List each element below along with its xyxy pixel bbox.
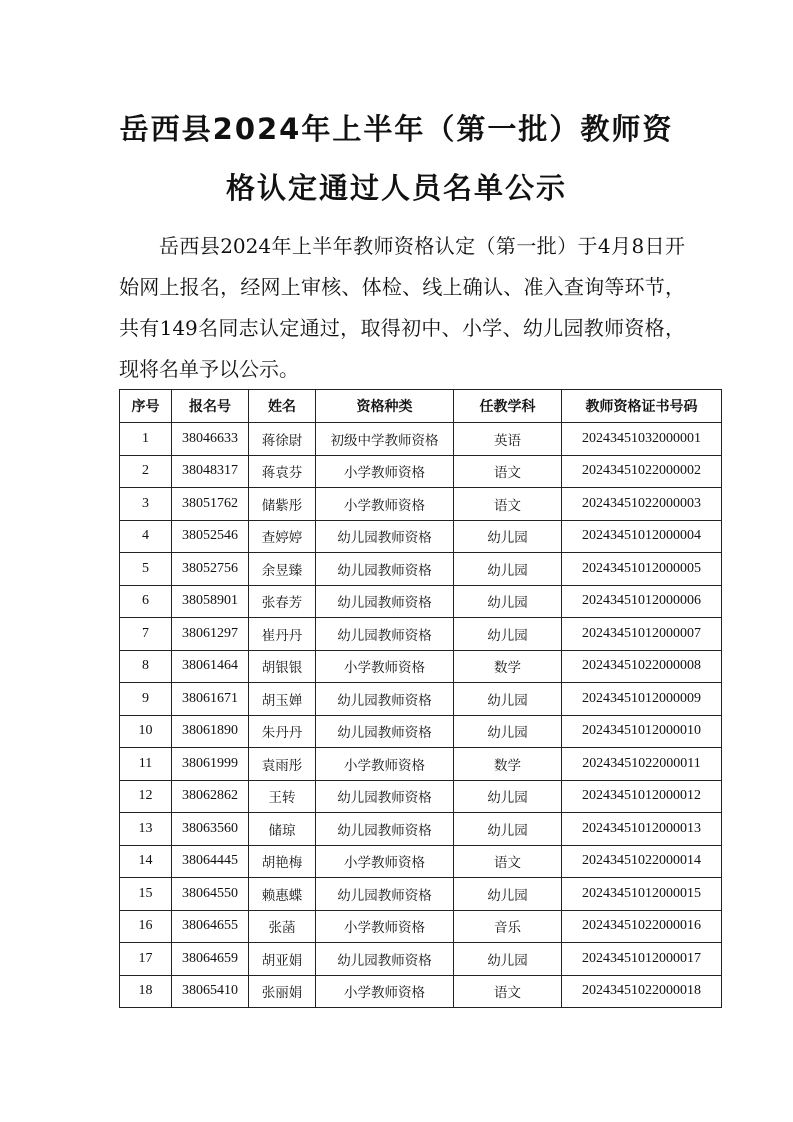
cell-name: 胡艳梅 [249, 845, 316, 878]
table-row [120, 943, 722, 976]
cell-seq: 1 [120, 423, 172, 456]
cell-cert-type: 小学教师资格 [316, 975, 454, 1008]
cell-seq: 18 [120, 975, 172, 1008]
table-row [120, 878, 722, 911]
cell-reg-no: 38061890 [172, 715, 249, 748]
header-subject: 任教学科 [454, 390, 562, 423]
table-row [120, 748, 722, 781]
cell-reg-no: 38064659 [172, 943, 249, 976]
cell-cert-type: 幼儿园教师资格 [316, 780, 454, 813]
cell-name: 崔丹丹 [249, 618, 316, 651]
table-row [120, 910, 722, 943]
cell-seq: 8 [120, 650, 172, 683]
table-row [120, 520, 722, 553]
cell-reg-no: 38061671 [172, 683, 249, 716]
cell-reg-no: 38051762 [172, 488, 249, 521]
cell-cert-type: 幼儿园教师资格 [316, 618, 454, 651]
cell-cert-type: 初级中学教师资格 [316, 423, 454, 456]
cell-reg-no: 38061999 [172, 748, 249, 781]
cell-name: 赖惠蝶 [249, 878, 316, 911]
cell-cert-no: 20243451012000007 [562, 618, 722, 651]
table-row [120, 423, 722, 456]
cell-cert-type: 幼儿园教师资格 [316, 943, 454, 976]
cell-subject: 语文 [454, 488, 562, 521]
cell-cert-type: 幼儿园教师资格 [316, 520, 454, 553]
header-name: 姓名 [249, 390, 316, 423]
header-reg-no: 报名号 [172, 390, 249, 423]
cell-subject: 幼儿园 [454, 878, 562, 911]
cell-reg-no: 38046633 [172, 423, 249, 456]
cell-reg-no: 38064655 [172, 910, 249, 943]
cell-reg-no: 38065410 [172, 975, 249, 1008]
table-row [120, 975, 722, 1008]
intro-paragraph: 岳西县2024年上半年教师资格认定（第一批）于4月8日开始网上报名，经网上审核、体检、线上确认、准入查询等环节，共有149名同志认定通过，取得初中、小学、幼儿园教师资格，现将名单予以公示。 [119, 234, 685, 381]
cell-cert-no: 20243451022000018 [562, 975, 722, 1008]
cell-cert-no: 20243451012000006 [562, 585, 722, 618]
cell-cert-type: 幼儿园教师资格 [316, 683, 454, 716]
roster-table [119, 389, 722, 1008]
cell-subject: 幼儿园 [454, 813, 562, 846]
cell-name: 蒋徐尉 [249, 423, 316, 456]
cell-seq: 13 [120, 813, 172, 846]
cell-cert-no: 20243451012000015 [562, 878, 722, 911]
cell-subject: 幼儿园 [454, 683, 562, 716]
cell-name: 袁雨彤 [249, 748, 316, 781]
cell-cert-type: 小学教师资格 [316, 748, 454, 781]
cell-name: 储紫彤 [249, 488, 316, 521]
cell-seq: 6 [120, 585, 172, 618]
cell-cert-type: 小学教师资格 [316, 488, 454, 521]
cell-name: 查婷婷 [249, 520, 316, 553]
cell-subject: 音乐 [454, 910, 562, 943]
cell-seq: 2 [120, 455, 172, 488]
cell-name: 王转 [249, 780, 316, 813]
cell-subject: 幼儿园 [454, 780, 562, 813]
cell-name: 胡银银 [249, 650, 316, 683]
cell-subject: 幼儿园 [454, 943, 562, 976]
cell-reg-no: 38063560 [172, 813, 249, 846]
cell-cert-type: 幼儿园教师资格 [316, 715, 454, 748]
cell-reg-no: 38061297 [172, 618, 249, 651]
cell-seq: 16 [120, 910, 172, 943]
cell-seq: 14 [120, 845, 172, 878]
cell-cert-no: 20243451012000013 [562, 813, 722, 846]
cell-seq: 3 [120, 488, 172, 521]
cell-cert-no: 20243451012000010 [562, 715, 722, 748]
cell-cert-no: 20243451012000009 [562, 683, 722, 716]
cell-reg-no: 38052546 [172, 520, 249, 553]
cell-cert-no: 20243451022000003 [562, 488, 722, 521]
cell-subject: 幼儿园 [454, 618, 562, 651]
cell-reg-no: 38064550 [172, 878, 249, 911]
cell-cert-no: 20243451012000012 [562, 780, 722, 813]
document-title-line-1: 岳西县2024年上半年（第一批）教师资 [119, 112, 674, 146]
table-row [120, 845, 722, 878]
cell-cert-no: 20243451022000014 [562, 845, 722, 878]
cell-reg-no: 38062862 [172, 780, 249, 813]
header-seq: 序号 [120, 390, 172, 423]
cell-cert-type: 小学教师资格 [316, 455, 454, 488]
cell-seq: 4 [120, 520, 172, 553]
cell-name: 朱丹丹 [249, 715, 316, 748]
table-row [120, 813, 722, 846]
cell-name: 胡玉婵 [249, 683, 316, 716]
cell-name: 张春芳 [249, 585, 316, 618]
table-row [120, 618, 722, 651]
cell-cert-type: 幼儿园教师资格 [316, 813, 454, 846]
cell-cert-type: 幼儿园教师资格 [316, 553, 454, 586]
header-cert-type: 资格种类 [316, 390, 454, 423]
table-row [120, 553, 722, 586]
cell-subject: 语文 [454, 845, 562, 878]
cell-subject: 幼儿园 [454, 715, 562, 748]
cell-name: 蒋袁芬 [249, 455, 316, 488]
cell-name: 余昱臻 [249, 553, 316, 586]
cell-cert-type: 幼儿园教师资格 [316, 878, 454, 911]
header-cert-no: 教师资格证书号码 [562, 390, 722, 423]
cell-cert-no: 20243451022000008 [562, 650, 722, 683]
cell-cert-no: 20243451022000016 [562, 910, 722, 943]
cell-reg-no: 38064445 [172, 845, 249, 878]
cell-seq: 12 [120, 780, 172, 813]
table-row [120, 715, 722, 748]
cell-cert-type: 小学教师资格 [316, 650, 454, 683]
cell-name: 胡亚娟 [249, 943, 316, 976]
table-row [120, 455, 722, 488]
cell-name: 储琼 [249, 813, 316, 846]
cell-cert-no: 20243451012000005 [562, 553, 722, 586]
cell-cert-no: 20243451012000004 [562, 520, 722, 553]
cell-seq: 5 [120, 553, 172, 586]
cell-subject: 幼儿园 [454, 553, 562, 586]
roster-table-body [120, 423, 722, 1008]
cell-cert-type: 幼儿园教师资格 [316, 585, 454, 618]
cell-seq: 7 [120, 618, 172, 651]
roster-table-header [120, 390, 722, 423]
cell-reg-no: 38052756 [172, 553, 249, 586]
cell-subject: 英语 [454, 423, 562, 456]
cell-cert-no: 20243451022000002 [562, 455, 722, 488]
document-title-line-2: 格认定通过人员名单公示 [225, 171, 567, 205]
cell-subject: 语文 [454, 455, 562, 488]
cell-subject: 语文 [454, 975, 562, 1008]
cell-seq: 15 [120, 878, 172, 911]
cell-subject: 幼儿园 [454, 520, 562, 553]
table-row [120, 585, 722, 618]
cell-reg-no: 38061464 [172, 650, 249, 683]
table-row [120, 780, 722, 813]
cell-name: 张丽娟 [249, 975, 316, 1008]
cell-cert-type: 小学教师资格 [316, 910, 454, 943]
cell-cert-no: 20243451032000001 [562, 423, 722, 456]
cell-subject: 幼儿园 [454, 585, 562, 618]
cell-seq: 9 [120, 683, 172, 716]
cell-seq: 11 [120, 748, 172, 781]
cell-cert-no: 20243451012000017 [562, 943, 722, 976]
table-row [120, 488, 722, 521]
cell-reg-no: 38048317 [172, 455, 249, 488]
cell-subject: 数学 [454, 748, 562, 781]
cell-seq: 17 [120, 943, 172, 976]
table-row [120, 683, 722, 716]
cell-cert-type: 小学教师资格 [316, 845, 454, 878]
header-row [120, 390, 722, 423]
cell-subject: 数学 [454, 650, 562, 683]
table-row [120, 650, 722, 683]
cell-seq: 10 [120, 715, 172, 748]
cell-cert-no: 20243451022000011 [562, 748, 722, 781]
cell-name: 张菡 [249, 910, 316, 943]
cell-reg-no: 38058901 [172, 585, 249, 618]
